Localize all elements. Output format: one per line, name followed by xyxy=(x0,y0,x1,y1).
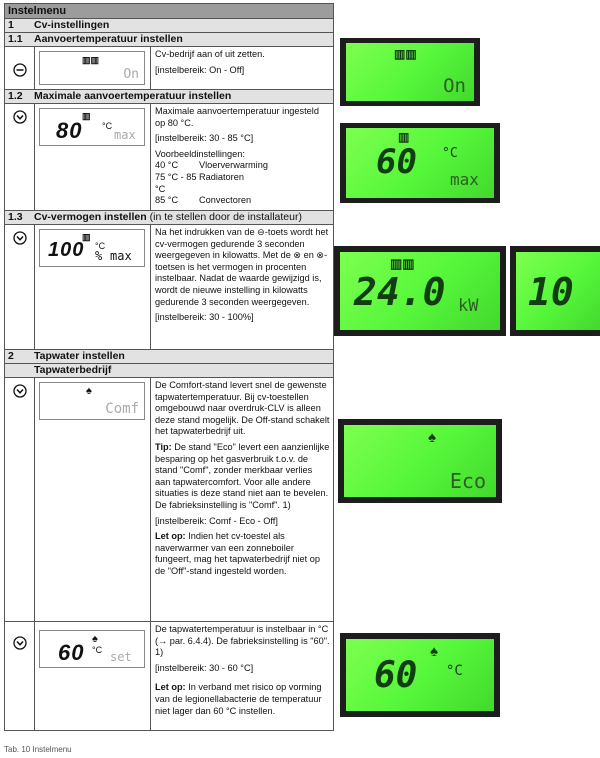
display-suffix: max xyxy=(114,128,136,142)
section-number: 1.1 xyxy=(8,33,23,45)
example-row xyxy=(155,195,330,207)
description-text: Maximale aanvoertemperatuur ingesteld op 80 °C. xyxy=(155,106,319,128)
display-suffix: set xyxy=(110,650,132,664)
display-percent: % xyxy=(95,249,103,263)
lcd-photo-max xyxy=(340,123,500,203)
settings-table xyxy=(4,3,334,731)
row-description xyxy=(151,225,333,349)
display-unit: °C xyxy=(95,241,106,251)
setting-range: [instelbereik: 30 - 60 °C] xyxy=(155,662,254,673)
section-title: Cv-instellingen xyxy=(34,19,110,31)
display-illustration xyxy=(35,47,151,89)
radiator-icon: ▥ xyxy=(82,111,91,121)
down-chevron-circle-icon xyxy=(5,378,35,621)
minus-circle-icon xyxy=(5,47,35,89)
note-label: Let op: xyxy=(155,682,186,693)
table-header: Instelmenu xyxy=(5,4,333,19)
display-value: 100 xyxy=(48,239,85,261)
lcd-photo-kw-partial xyxy=(510,246,600,336)
example-temp: 75 °C - 85 °C xyxy=(155,171,197,194)
display-value: 60 xyxy=(58,640,85,665)
example-label: Convectoren xyxy=(199,195,252,206)
display-text: On xyxy=(123,67,139,82)
section-title: Aanvoertemperatuur instellen xyxy=(34,33,183,45)
lcd-photo-eco xyxy=(338,419,502,503)
display-value: 80 xyxy=(56,118,83,143)
tap-icon: ♠ xyxy=(86,385,92,397)
row-description xyxy=(151,378,333,621)
example-settings xyxy=(155,149,330,207)
section-1-3-heading xyxy=(5,211,333,225)
table-row xyxy=(5,47,333,90)
section-number: 1 xyxy=(8,19,14,31)
display-illustration xyxy=(35,378,151,621)
table-row xyxy=(5,225,333,350)
example-temp: 40 °C xyxy=(155,160,179,171)
description-text: Cv-bedrijf aan of uit zetten. xyxy=(155,49,265,59)
radiator-icon: ▥▥ xyxy=(390,256,415,271)
example-temp: 85 °C xyxy=(155,195,179,206)
row-description xyxy=(151,47,333,89)
display-unit: °C xyxy=(92,645,103,655)
section-1-2-heading xyxy=(5,90,333,104)
photo-display-unit: °C xyxy=(442,146,458,161)
examples-title: Voorbeeldinstellingen: xyxy=(155,148,245,159)
section-number: 2 xyxy=(8,350,14,362)
photo-display-value: 60 xyxy=(376,142,417,182)
example-label: Vloerverwarming xyxy=(199,160,268,171)
setting-range: [instelbereik: On - Off] xyxy=(155,64,245,75)
tip-text: De stand "Eco" levert een aanzienlijke besparing op het gasverbruik t.o.v. de stand "Comf", zonder merkbaar verlies aan tapwatercomfort. Voor alle andere situaties is deze stand niet aan te bevelen. De fabrieksinstelling is "Comf". 1) xyxy=(155,441,330,510)
section-1-heading xyxy=(5,19,333,33)
display-unit: °C xyxy=(102,121,113,131)
section-number: 1.2 xyxy=(8,90,23,102)
example-label: Radiatoren xyxy=(199,171,244,182)
section-title: Tapwater instellen xyxy=(34,350,125,362)
example-row xyxy=(155,172,330,195)
row-description xyxy=(151,104,333,210)
setting-range: [instelbereik: 30 - 100%] xyxy=(155,312,254,323)
radiator-icon: ▥ xyxy=(82,232,91,242)
display-text: Comf xyxy=(105,401,139,417)
display-illustration xyxy=(35,622,151,730)
lcd-photo-kw xyxy=(334,246,506,336)
tap-icon: ♠ xyxy=(428,429,436,446)
display-suffix: max xyxy=(110,249,132,263)
row-description xyxy=(151,622,333,730)
lcd-photo-on xyxy=(340,38,480,106)
lcd-photo-60 xyxy=(340,633,500,717)
photo-display-value: 10 xyxy=(528,270,574,314)
tip-paragraph xyxy=(155,442,330,512)
description-text: De Comfort-stand levert snel de gewenste tapwatertemperatuur. Bij cv-toestellen omgebouwd naar overdruk-CLV is alleen deze stand mogelijk. De Off-stand schakelt het tapwaterbedrijf uit. xyxy=(155,380,330,437)
photo-display-unit: °C xyxy=(446,663,463,679)
photo-display-suffix: max xyxy=(450,170,479,189)
note-text: In verband met risico op vorming van de legionellabacterie de temperatuur niet lager dan 60 °C instellen. xyxy=(155,682,322,716)
note-paragraph xyxy=(155,531,330,577)
display-illustration xyxy=(35,104,151,210)
table-row xyxy=(5,622,333,730)
tip-label: Tip: xyxy=(155,441,172,452)
section-1-1-heading xyxy=(5,33,333,47)
display-illustration xyxy=(35,225,151,349)
setting-range: [instelbereik: Comf - Eco - Off] xyxy=(155,515,278,526)
down-chevron-circle-icon xyxy=(5,104,35,210)
section-title: Maximale aanvoertemperatuur instellen xyxy=(34,90,232,102)
radiator-icon: ▥ xyxy=(398,130,410,144)
note-paragraph xyxy=(155,682,330,717)
description-text: De tapwatertemperatuur is instelbaar in °C (→ par. 6.4.4). De fabrieksinstelling is "60". 1) xyxy=(155,624,330,658)
radiator-icon: ▥▥ xyxy=(394,47,417,61)
setting-range: [instelbereik: 30 - 85 °C] xyxy=(155,133,254,144)
tap-icon: ♠ xyxy=(430,643,438,660)
photo-display-value: 24.0 xyxy=(354,270,446,314)
down-chevron-circle-icon xyxy=(5,225,35,349)
photo-display-text: Eco xyxy=(449,469,486,493)
note-label: Let op: xyxy=(155,531,186,542)
description-text: Na het indrukken van de ⊖-toets wordt het cv-vermogen gedurende 3 seconden weergegeven in kilowatts. Met de ⊗ en ⊗-toetsen is het vermogen in procenten instelbaar. Nadat de waarde gewijzigd is, wordt de nieuwe instelling in kilowatts gedurende 3 seconden weergegeven. xyxy=(155,227,329,307)
section-title: Cv-vermogen instellen xyxy=(34,211,147,223)
table-caption: Tab. 10 Instelmenu xyxy=(4,745,72,754)
section-2-heading xyxy=(5,350,333,364)
section-subtitle: (in te stellen door de installateur) xyxy=(149,211,302,223)
photo-display-value: 60 xyxy=(374,655,418,696)
tap-icon: ♠ xyxy=(92,633,98,645)
photo-display-unit: kW xyxy=(458,296,479,316)
example-row xyxy=(155,160,330,172)
section-title: Tapwaterbedrijf xyxy=(34,364,112,376)
note-text: Indien het cv-toestel als naverwarmer van een zonneboiler fungeert, mag het tapwaterbedrijf niet op de "Off"-stand ingesteld worden. xyxy=(155,531,320,576)
section-2-subheading xyxy=(5,364,333,378)
section-number: 1.3 xyxy=(8,211,23,223)
radiator-icon: ▥▥ xyxy=(82,55,100,65)
down-chevron-circle-icon xyxy=(5,622,35,730)
table-row xyxy=(5,378,333,622)
table-row xyxy=(5,104,333,211)
photo-display-text: On xyxy=(443,75,466,97)
